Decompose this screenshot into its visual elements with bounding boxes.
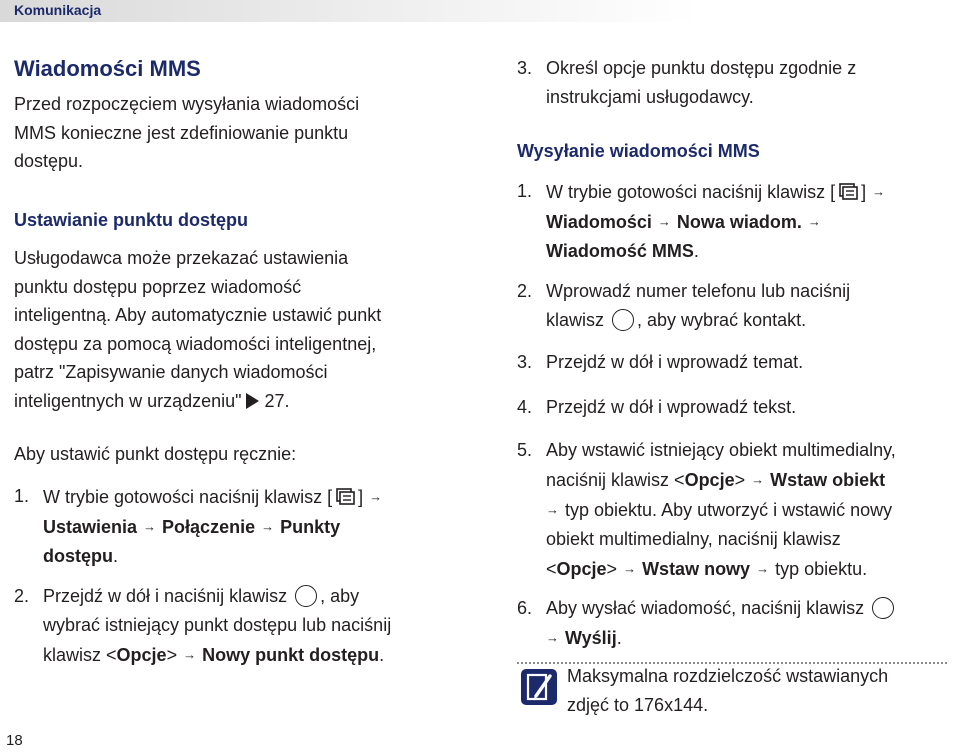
arrow-right-icon: → (261, 519, 275, 534)
note-line: Maksymalna rozdzielczość wstawianych (567, 666, 889, 686)
arrow-right-icon: → (807, 214, 821, 229)
step-body (546, 348, 803, 377)
page-number: 18 (6, 732, 23, 749)
step-line (43, 582, 391, 611)
step-text: > (606, 559, 618, 579)
step-body (43, 582, 391, 670)
step-number: 3. (517, 58, 533, 78)
para-line: Usługodawca może przekazać ustawienia (14, 248, 349, 268)
step-text: klawisz (546, 310, 605, 330)
step-line (546, 554, 896, 584)
intro-line: dostępu. (14, 151, 84, 171)
arrow-right-icon: → (369, 489, 383, 504)
subsection-title: Wysyłanie wiadomości MMS (517, 141, 760, 161)
confirm-key-icon (295, 585, 317, 607)
step-body (546, 277, 850, 335)
step-line (43, 512, 388, 542)
send-step-5 (517, 436, 947, 586)
note-text (567, 662, 888, 720)
menu-item: Nowy punkt dostępu (202, 645, 380, 665)
step-line: Przejdź w dół i wprowadź tekst. (546, 397, 797, 417)
para-line (14, 387, 454, 416)
step-line (43, 640, 391, 670)
menu-item: Wstaw nowy (642, 559, 751, 579)
softkey-label: Opcje (116, 645, 167, 665)
confirm-key-icon (612, 309, 634, 331)
step-line (546, 237, 891, 266)
step-number: 2. (517, 281, 533, 301)
section-title: Wiadomości MMS (14, 56, 201, 81)
menu-item: dostępu (43, 546, 113, 566)
send-step-1 (517, 177, 947, 267)
step-body (546, 54, 856, 112)
note-pencil-icon (520, 668, 558, 706)
step-line: Przejdź w dół i wprowadź temat. (546, 352, 804, 372)
step-text: Aby wysłać wiadomość, naciśnij klawisz (546, 598, 865, 618)
step-text: . (616, 628, 622, 648)
send-step-4 (517, 393, 947, 423)
menu-key-icon (334, 487, 356, 507)
step-text: W trybie gotowości naciśnij klawisz [ (546, 182, 836, 202)
arrow-right-icon: → (546, 502, 559, 517)
menu-item: Wiadomość MMS (546, 241, 694, 261)
step-line (546, 177, 891, 207)
step-text: W trybie gotowości naciśnij klawisz [ (43, 487, 333, 507)
confirm-key-icon (872, 597, 894, 619)
step-line (43, 542, 388, 571)
para-line: inteligentną. Aby automatycznie ustawić punkt (14, 305, 382, 325)
step-text: < (546, 559, 557, 579)
para-line-text: inteligentnych w urządzeniu" (14, 390, 242, 411)
step-line (546, 306, 850, 335)
step-text: klawisz < (43, 645, 117, 665)
step-text: . (693, 241, 699, 261)
arrow-right-icon: → (657, 214, 671, 229)
arrow-right-icon: → (623, 561, 637, 576)
page-ref-triangle-icon (246, 393, 259, 409)
send-step-2 (517, 277, 947, 337)
step-2 (14, 582, 464, 672)
note-line: zdjęć to 176x144. (567, 695, 709, 715)
arrow-right-icon: → (143, 519, 157, 534)
step-number: 2. (14, 586, 30, 606)
step-line (43, 482, 388, 512)
step-text: naciśnij klawisz < (546, 470, 685, 490)
menu-item: Ustawienia (43, 517, 138, 537)
step-text: , aby wybrać kontakt. (637, 310, 807, 330)
arrow-right-icon: → (546, 630, 559, 645)
para-line: dostępu za pomocą wiadomości inteligentnej, (14, 333, 377, 354)
step-text: > (734, 470, 746, 490)
step-number: 6. (517, 598, 533, 618)
menu-item: Wiadomości (546, 212, 652, 232)
intro-line: Przed rozpoczęciem wysyłania wiadomości (14, 94, 360, 114)
step-text: > (166, 645, 178, 665)
step-line (546, 594, 897, 623)
step-body (43, 482, 388, 571)
para-line: patrz "Zapisywanie danych wiadomości (14, 362, 328, 382)
step-text: ] (861, 182, 867, 202)
menu-item: Wstaw obiekt (770, 470, 886, 490)
step-line: Aby wstawić istniejący obiekt multimedialny, (546, 440, 896, 460)
step-body (546, 393, 796, 422)
step-body (546, 594, 897, 653)
step-line: Określ opcje punktu dostępu zgodnie z (546, 58, 857, 78)
menu-item: Wyślij (565, 628, 617, 648)
step-1 (14, 482, 464, 572)
subsection-title: Ustawianie punktu dostępu (14, 210, 249, 230)
step-text: , aby (320, 586, 360, 606)
step-number: 5. (517, 440, 533, 460)
step-line (546, 207, 891, 237)
step-3-access-point (517, 54, 947, 114)
step-number: 4. (517, 397, 533, 417)
step-line (546, 465, 896, 495)
step-line (546, 623, 897, 653)
step-line: wybrać istniejący punkt dostępu lub naciśnij (43, 615, 392, 635)
step-number: 1. (517, 181, 533, 201)
step-text: . (379, 645, 385, 665)
step-line: instrukcjami usługodawcy. (546, 87, 754, 107)
arrow-right-icon: → (756, 561, 770, 576)
menu-item: Nowa wiadom. (676, 212, 802, 232)
page-reference[interactable]: 27. (264, 390, 290, 411)
access-point-paragraph (14, 244, 454, 415)
step-body (546, 436, 896, 584)
step-number: 3. (517, 352, 533, 372)
step-body (546, 177, 891, 266)
intro-paragraph (14, 90, 454, 176)
menu-key-icon (837, 182, 859, 202)
menu-item: Połączenie (162, 517, 256, 537)
step-line: obiekt multimedialny, naciśnij klawisz (546, 529, 841, 549)
arrow-right-icon: → (183, 647, 197, 662)
section-label: Komunikacja (14, 2, 102, 18)
step-line (546, 495, 896, 525)
para-line: punktu dostępu poprzez wiadomość (14, 276, 302, 297)
step-line: Wprowadź numer telefonu lub naciśnij (546, 281, 851, 301)
softkey-label: Opcje (556, 559, 607, 579)
step-text: typ obiektu. Aby utworzyć i wstawić nowy (565, 500, 893, 520)
send-step-6 (517, 594, 947, 654)
intro-line: MMS konieczne jest zdefiniowanie punktu (14, 122, 349, 143)
manual-intro: Aby ustawić punkt dostępu ręcznie: (14, 444, 297, 464)
step-text: typ obiektu. (775, 559, 868, 579)
page-header (0, 0, 960, 22)
softkey-label: Opcje (684, 470, 735, 490)
step-text: . (113, 546, 119, 566)
send-step-3 (517, 348, 947, 378)
step-number: 1. (14, 486, 30, 506)
menu-item: Punkty (280, 517, 341, 537)
step-text: Przejdź w dół i naciśnij klawisz (43, 586, 288, 606)
arrow-right-icon: → (751, 472, 765, 487)
arrow-right-icon: → (872, 184, 886, 199)
step-text: ] (358, 487, 364, 507)
